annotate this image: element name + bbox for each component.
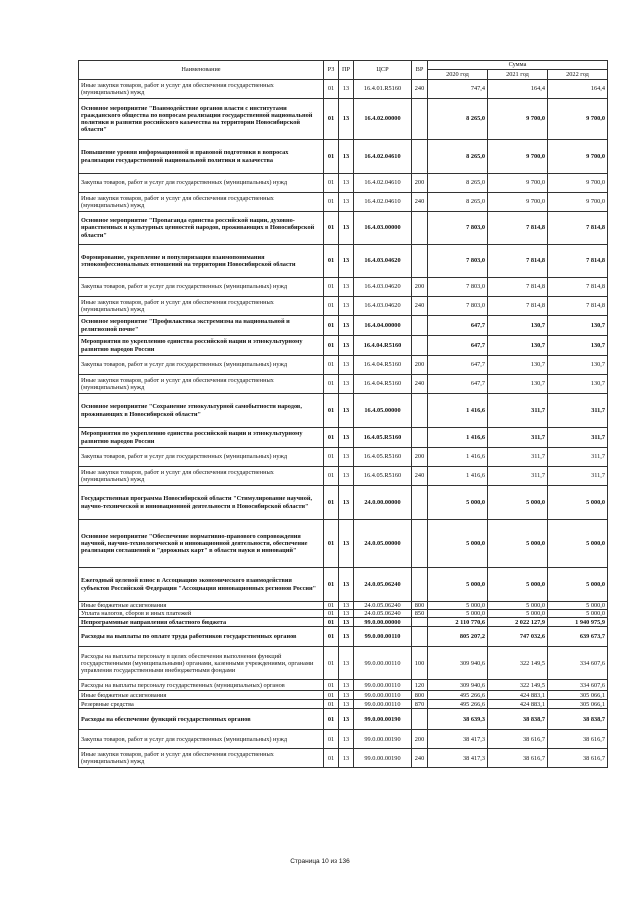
cell-vr bbox=[412, 316, 428, 336]
table-body bbox=[79, 80, 608, 768]
header-year-2022: 2022 год bbox=[548, 70, 608, 80]
cell-rz: 01 bbox=[324, 749, 339, 768]
cell-v2: 424 883,1 bbox=[488, 700, 548, 709]
table-row bbox=[79, 618, 608, 627]
cell-v2: 7 814,8 bbox=[488, 212, 548, 245]
cell-v2: 7 814,8 bbox=[488, 297, 548, 316]
cell-pr: 13 bbox=[339, 140, 354, 174]
cell-csr: 16.4.03.04620 bbox=[354, 278, 412, 297]
cell-name: Основное мероприятие "Пропаганда единства российской нации, духовно-нравственных и культурных ценностей народов, проживающих в Новосибирской области" bbox=[79, 212, 324, 245]
cell-v1: 8 265,0 bbox=[428, 140, 488, 174]
cell-pr: 13 bbox=[339, 428, 354, 448]
cell-v3: 334 607,6 bbox=[548, 680, 608, 691]
cell-v3: 1 940 975,9 bbox=[548, 618, 608, 627]
cell-v3: 9 700,0 bbox=[548, 193, 608, 212]
cell-v1: 7 803,0 bbox=[428, 245, 488, 278]
cell-v1: 5 000,0 bbox=[428, 486, 488, 520]
cell-v1: 5 000,0 bbox=[428, 610, 488, 618]
cell-v2: 747 032,6 bbox=[488, 627, 548, 647]
cell-v3: 9 700,0 bbox=[548, 174, 608, 193]
cell-vr bbox=[412, 245, 428, 278]
cell-csr: 16.4.02.04610 bbox=[354, 193, 412, 212]
cell-v2: 164,4 bbox=[488, 80, 548, 99]
cell-pr: 13 bbox=[339, 80, 354, 99]
cell-name: Основное мероприятие "Сохранение этнокультурной самобытности народов, проживающих в Новосибирской области" bbox=[79, 394, 324, 428]
cell-name: Формирование, укрепление и популяризация взаимопонимания этноконфессиональных отношений на территории Новосибирской области bbox=[79, 245, 324, 278]
cell-v3: 5 000,0 bbox=[548, 602, 608, 610]
cell-csr: 99.0.00.00190 bbox=[354, 709, 412, 730]
cell-v1: 5 000,0 bbox=[428, 602, 488, 610]
table-row bbox=[79, 80, 608, 99]
cell-v2: 311,7 bbox=[488, 467, 548, 486]
header-sum: Сумма bbox=[428, 61, 608, 70]
cell-vr: 850 bbox=[412, 610, 428, 618]
cell-v2: 38 616,7 bbox=[488, 730, 548, 749]
table-row bbox=[79, 602, 608, 610]
cell-name: Иные закупки товаров, работ и услуг для обеспечения государственных (муниципальных) нужд bbox=[79, 375, 324, 394]
cell-vr bbox=[412, 568, 428, 602]
cell-vr: 800 bbox=[412, 602, 428, 610]
cell-v1: 38 639,3 bbox=[428, 709, 488, 730]
cell-name: Закупка товаров, работ и услуг для государственных (муниципальных) нужд bbox=[79, 356, 324, 375]
cell-name: Иные бюджетные ассигнования bbox=[79, 691, 324, 700]
cell-v1: 1 416,6 bbox=[428, 428, 488, 448]
table-row bbox=[79, 297, 608, 316]
table-row bbox=[79, 356, 608, 375]
cell-name: Иные закупки товаров, работ и услуг для обеспечения государственных (муниципальных) нужд bbox=[79, 749, 324, 768]
cell-v3: 639 673,7 bbox=[548, 627, 608, 647]
cell-rz: 01 bbox=[324, 375, 339, 394]
cell-csr: 99.0.00.00110 bbox=[354, 647, 412, 680]
cell-csr: 24.0.05.06240 bbox=[354, 610, 412, 618]
cell-vr: 240 bbox=[412, 80, 428, 99]
cell-rz: 01 bbox=[324, 356, 339, 375]
cell-rz: 01 bbox=[324, 99, 339, 140]
cell-vr bbox=[412, 709, 428, 730]
cell-pr: 13 bbox=[339, 212, 354, 245]
cell-pr: 13 bbox=[339, 700, 354, 709]
cell-v1: 7 803,0 bbox=[428, 297, 488, 316]
cell-csr: 16.4.05.R5160 bbox=[354, 448, 412, 467]
cell-v3: 311,7 bbox=[548, 394, 608, 428]
cell-v3: 164,4 bbox=[548, 80, 608, 99]
cell-vr: 200 bbox=[412, 174, 428, 193]
cell-vr: 800 bbox=[412, 691, 428, 700]
cell-v3: 311,7 bbox=[548, 448, 608, 467]
cell-v2: 5 000,0 bbox=[488, 568, 548, 602]
cell-v3: 5 000,0 bbox=[548, 610, 608, 618]
cell-rz: 01 bbox=[324, 448, 339, 467]
cell-vr bbox=[412, 336, 428, 356]
cell-pr: 13 bbox=[339, 568, 354, 602]
cell-vr: 240 bbox=[412, 193, 428, 212]
cell-vr bbox=[412, 428, 428, 448]
cell-name: Иные закупки товаров, работ и услуг для обеспечения государственных (муниципальных) нужд bbox=[79, 80, 324, 99]
cell-rz: 01 bbox=[324, 520, 339, 568]
cell-name: Расходы на выплаты персоналу в целях обеспечения выполнения функций государственными (муниципальными) органами, казенными учреждениями, органами управления государственными внебюджетными фондами bbox=[79, 647, 324, 680]
cell-v1: 747,4 bbox=[428, 80, 488, 99]
cell-v1: 7 803,0 bbox=[428, 212, 488, 245]
cell-vr: 200 bbox=[412, 278, 428, 297]
cell-rz: 01 bbox=[324, 647, 339, 680]
cell-v2: 130,7 bbox=[488, 316, 548, 336]
cell-rz: 01 bbox=[324, 486, 339, 520]
cell-pr: 13 bbox=[339, 193, 354, 212]
cell-pr: 13 bbox=[339, 520, 354, 568]
cell-v1: 5 000,0 bbox=[428, 568, 488, 602]
cell-v3: 5 000,0 bbox=[548, 520, 608, 568]
cell-v1: 8 265,0 bbox=[428, 174, 488, 193]
cell-v3: 7 814,8 bbox=[548, 297, 608, 316]
cell-rz: 01 bbox=[324, 568, 339, 602]
cell-name: Основное мероприятие "Обеспечение нормативно-правового сопровождения научной, научно-технологической и инновационной деятельности, обеспечение реализации соглашений и "дорожных карт" в области науки и инноваций" bbox=[79, 520, 324, 568]
cell-v2: 9 700,0 bbox=[488, 140, 548, 174]
cell-pr: 13 bbox=[339, 618, 354, 627]
cell-rz: 01 bbox=[324, 700, 339, 709]
cell-vr bbox=[412, 394, 428, 428]
cell-vr: 240 bbox=[412, 375, 428, 394]
cell-pr: 13 bbox=[339, 394, 354, 428]
cell-csr: 16.4.03.00000 bbox=[354, 212, 412, 245]
cell-rz: 01 bbox=[324, 245, 339, 278]
cell-name: Закупка товаров, работ и услуг для государственных (муниципальных) нужд bbox=[79, 730, 324, 749]
cell-csr: 16.4.02.04610 bbox=[354, 174, 412, 193]
cell-name: Расходы на обеспечение функций государственных органов bbox=[79, 709, 324, 730]
cell-v1: 7 803,0 bbox=[428, 278, 488, 297]
table-row bbox=[79, 568, 608, 602]
cell-rz: 01 bbox=[324, 680, 339, 691]
cell-csr: 24.0.05.00000 bbox=[354, 520, 412, 568]
table-row bbox=[79, 394, 608, 428]
cell-v3: 5 000,0 bbox=[548, 486, 608, 520]
cell-vr bbox=[412, 486, 428, 520]
cell-csr: 99.0.00.00190 bbox=[354, 730, 412, 749]
cell-name: Мероприятия по укреплению единства российской нации и этнокультурному развитию народов России bbox=[79, 428, 324, 448]
cell-vr: 870 bbox=[412, 700, 428, 709]
cell-csr: 16.4.04.R5160 bbox=[354, 336, 412, 356]
cell-pr: 13 bbox=[339, 627, 354, 647]
table-row bbox=[79, 680, 608, 691]
cell-v1: 38 417,3 bbox=[428, 749, 488, 768]
cell-v1: 647,7 bbox=[428, 356, 488, 375]
table-row bbox=[79, 467, 608, 486]
header-year-2020: 2020 год bbox=[428, 70, 488, 80]
cell-v3: 9 700,0 bbox=[548, 99, 608, 140]
budget-table bbox=[78, 60, 608, 768]
cell-v1: 495 266,6 bbox=[428, 700, 488, 709]
cell-pr: 13 bbox=[339, 245, 354, 278]
cell-v2: 311,7 bbox=[488, 448, 548, 467]
cell-rz: 01 bbox=[324, 278, 339, 297]
cell-v3: 38 616,7 bbox=[548, 730, 608, 749]
cell-vr: 240 bbox=[412, 467, 428, 486]
cell-v1: 8 265,0 bbox=[428, 193, 488, 212]
table-row bbox=[79, 730, 608, 749]
cell-v1: 2 110 770,6 bbox=[428, 618, 488, 627]
table-row bbox=[79, 375, 608, 394]
header-name: Наименование bbox=[79, 61, 324, 80]
cell-rz: 01 bbox=[324, 140, 339, 174]
cell-v2: 2 022 127,9 bbox=[488, 618, 548, 627]
cell-vr bbox=[412, 140, 428, 174]
cell-name: Иные закупки товаров, работ и услуг для обеспечения государственных (муниципальных) нужд bbox=[79, 467, 324, 486]
cell-rz: 01 bbox=[324, 193, 339, 212]
cell-v3: 305 066,1 bbox=[548, 691, 608, 700]
cell-pr: 13 bbox=[339, 691, 354, 700]
cell-v3: 130,7 bbox=[548, 356, 608, 375]
cell-vr: 200 bbox=[412, 730, 428, 749]
header-pr: ПР bbox=[339, 61, 354, 80]
cell-vr bbox=[412, 627, 428, 647]
cell-v1: 1 416,6 bbox=[428, 394, 488, 428]
cell-csr: 24.0.05.06240 bbox=[354, 568, 412, 602]
table-row bbox=[79, 627, 608, 647]
cell-csr: 16.4.02.04610 bbox=[354, 140, 412, 174]
cell-v3: 5 000,0 bbox=[548, 568, 608, 602]
cell-rz: 01 bbox=[324, 212, 339, 245]
cell-pr: 13 bbox=[339, 486, 354, 520]
cell-csr: 16.4.02.00000 bbox=[354, 99, 412, 140]
cell-pr: 13 bbox=[339, 749, 354, 768]
cell-v2: 322 149,5 bbox=[488, 647, 548, 680]
table-row bbox=[79, 647, 608, 680]
cell-csr: 16.4.04.00000 bbox=[354, 316, 412, 336]
table-row bbox=[79, 140, 608, 174]
cell-rz: 01 bbox=[324, 297, 339, 316]
cell-csr: 16.4.05.00000 bbox=[354, 394, 412, 428]
cell-pr: 13 bbox=[339, 356, 354, 375]
cell-v1: 495 266,6 bbox=[428, 691, 488, 700]
cell-name: Уплата налогов, сборов и иных платежей bbox=[79, 610, 324, 618]
page-number: Страница 10 из 136 bbox=[290, 858, 350, 865]
cell-v2: 38 616,7 bbox=[488, 749, 548, 768]
cell-csr: 99.0.00.00110 bbox=[354, 680, 412, 691]
cell-rz: 01 bbox=[324, 80, 339, 99]
cell-vr: 240 bbox=[412, 749, 428, 768]
table-row bbox=[79, 99, 608, 140]
cell-v1: 38 417,3 bbox=[428, 730, 488, 749]
cell-pr: 13 bbox=[339, 316, 354, 336]
cell-v2: 424 883,1 bbox=[488, 691, 548, 700]
cell-v3: 311,7 bbox=[548, 467, 608, 486]
table-row bbox=[79, 700, 608, 709]
cell-v2: 9 700,0 bbox=[488, 174, 548, 193]
cell-rz: 01 bbox=[324, 467, 339, 486]
cell-v1: 1 416,6 bbox=[428, 467, 488, 486]
cell-vr: 100 bbox=[412, 647, 428, 680]
cell-pr: 13 bbox=[339, 602, 354, 610]
table-row bbox=[79, 610, 608, 618]
cell-csr: 99.0.00.00110 bbox=[354, 691, 412, 700]
cell-vr bbox=[412, 99, 428, 140]
cell-rz: 01 bbox=[324, 174, 339, 193]
table-row bbox=[79, 316, 608, 336]
cell-v2: 38 838,7 bbox=[488, 709, 548, 730]
cell-pr: 13 bbox=[339, 448, 354, 467]
cell-csr: 16.4.04.R5160 bbox=[354, 375, 412, 394]
cell-v2: 130,7 bbox=[488, 375, 548, 394]
cell-v1: 647,7 bbox=[428, 336, 488, 356]
cell-v1: 647,7 bbox=[428, 375, 488, 394]
table-row bbox=[79, 749, 608, 768]
cell-pr: 13 bbox=[339, 278, 354, 297]
table-row bbox=[79, 709, 608, 730]
cell-v1: 5 000,0 bbox=[428, 520, 488, 568]
cell-rz: 01 bbox=[324, 336, 339, 356]
table-row bbox=[79, 245, 608, 278]
cell-pr: 13 bbox=[339, 467, 354, 486]
cell-v3: 311,7 bbox=[548, 428, 608, 448]
table-row bbox=[79, 212, 608, 245]
cell-v2: 7 814,8 bbox=[488, 245, 548, 278]
cell-rz: 01 bbox=[324, 730, 339, 749]
cell-v2: 130,7 bbox=[488, 356, 548, 375]
cell-csr: 16.4.05.R5160 bbox=[354, 428, 412, 448]
cell-rz: 01 bbox=[324, 610, 339, 618]
cell-v3: 334 607,6 bbox=[548, 647, 608, 680]
cell-v3: 7 814,8 bbox=[548, 212, 608, 245]
cell-name: Закупка товаров, работ и услуг для государственных (муниципальных) нужд bbox=[79, 278, 324, 297]
cell-name: Расходы на выплаты персоналу государственных (муниципальных) органов bbox=[79, 680, 324, 691]
cell-pr: 13 bbox=[339, 174, 354, 193]
cell-v1: 8 265,0 bbox=[428, 99, 488, 140]
cell-rz: 01 bbox=[324, 394, 339, 428]
cell-v3: 38 616,7 bbox=[548, 749, 608, 768]
cell-v2: 5 000,0 bbox=[488, 602, 548, 610]
cell-name: Ежегодный целевой взнос в Ассоциацию экономического взаимодействия субъектов Российской Федерации "Ассоциация инновационных регионов России" bbox=[79, 568, 324, 602]
header-csr: ЦСР bbox=[354, 61, 412, 80]
cell-rz: 01 bbox=[324, 709, 339, 730]
cell-csr: 99.0.00.00110 bbox=[354, 700, 412, 709]
cell-name: Мероприятия по укреплению единства российской нации и этнокультурному развитию народов России bbox=[79, 336, 324, 356]
cell-vr bbox=[412, 618, 428, 627]
cell-name: Закупка товаров, работ и услуг для государственных (муниципальных) нужд bbox=[79, 174, 324, 193]
cell-name: Иные бюджетные ассигнования bbox=[79, 602, 324, 610]
table-row bbox=[79, 193, 608, 212]
cell-vr: 200 bbox=[412, 356, 428, 375]
cell-rz: 01 bbox=[324, 602, 339, 610]
cell-name: Основное мероприятие "Взаимодействие органов власти с институтами гражданского общества по вопросам реализации государственной национальной политики и развития российского казачества на территории Новосибирской области" bbox=[79, 99, 324, 140]
cell-v2: 5 000,0 bbox=[488, 486, 548, 520]
cell-v2: 322 149,5 bbox=[488, 680, 548, 691]
cell-vr: 120 bbox=[412, 680, 428, 691]
cell-name: Государственная программа Новосибирской области "Стимулирование научной, научно-технической и инновационной деятельности в Новосибирской области" bbox=[79, 486, 324, 520]
cell-v2: 9 700,0 bbox=[488, 99, 548, 140]
cell-csr: 16.4.04.R5160 bbox=[354, 356, 412, 375]
cell-vr: 200 bbox=[412, 448, 428, 467]
header-vr: ВР bbox=[412, 61, 428, 80]
cell-v3: 38 838,7 bbox=[548, 709, 608, 730]
cell-csr: 99.0.00.00110 bbox=[354, 627, 412, 647]
cell-v1: 309 940,6 bbox=[428, 680, 488, 691]
cell-pr: 13 bbox=[339, 297, 354, 316]
cell-v3: 9 700,0 bbox=[548, 140, 608, 174]
cell-csr: 99.0.00.00190 bbox=[354, 749, 412, 768]
cell-csr: 16.4.01.R5160 bbox=[354, 80, 412, 99]
cell-pr: 13 bbox=[339, 336, 354, 356]
cell-v1: 1 416,6 bbox=[428, 448, 488, 467]
table-row bbox=[79, 486, 608, 520]
table-row bbox=[79, 448, 608, 467]
cell-rz: 01 bbox=[324, 428, 339, 448]
cell-pr: 13 bbox=[339, 375, 354, 394]
cell-rz: 01 bbox=[324, 618, 339, 627]
cell-csr: 24.0.05.06240 bbox=[354, 602, 412, 610]
cell-v2: 130,7 bbox=[488, 336, 548, 356]
cell-v2: 311,7 bbox=[488, 428, 548, 448]
cell-csr: 16.4.03.04620 bbox=[354, 245, 412, 278]
cell-csr: 99.0.00.00000 bbox=[354, 618, 412, 627]
cell-v3: 7 814,8 bbox=[548, 278, 608, 297]
cell-vr bbox=[412, 520, 428, 568]
cell-pr: 13 bbox=[339, 709, 354, 730]
cell-v3: 305 066,1 bbox=[548, 700, 608, 709]
table-row bbox=[79, 691, 608, 700]
header-rz: РЗ bbox=[324, 61, 339, 80]
cell-name: Расходы на выплаты по оплате труда работников государственных органов bbox=[79, 627, 324, 647]
cell-v2: 7 814,8 bbox=[488, 278, 548, 297]
table-row bbox=[79, 428, 608, 448]
cell-v2: 9 700,0 bbox=[488, 193, 548, 212]
cell-vr: 240 bbox=[412, 297, 428, 316]
cell-rz: 01 bbox=[324, 627, 339, 647]
table-row bbox=[79, 174, 608, 193]
cell-v1: 309 940,6 bbox=[428, 647, 488, 680]
cell-csr: 24.0.00.00000 bbox=[354, 486, 412, 520]
cell-name: Иные закупки товаров, работ и услуг для обеспечения государственных (муниципальных) нужд bbox=[79, 193, 324, 212]
cell-pr: 13 bbox=[339, 730, 354, 749]
table-row bbox=[79, 336, 608, 356]
cell-pr: 13 bbox=[339, 680, 354, 691]
cell-name: Основное мероприятие "Профилактика экстремизма на национальной и религиозной почве" bbox=[79, 316, 324, 336]
cell-csr: 16.4.05.R5160 bbox=[354, 467, 412, 486]
header-year-2021: 2021 год bbox=[488, 70, 548, 80]
cell-name: Повышение уровня информационной и правовой подготовки в вопросах реализации государственной национальной политики и казачества bbox=[79, 140, 324, 174]
cell-v2: 5 000,0 bbox=[488, 520, 548, 568]
cell-v3: 130,7 bbox=[548, 375, 608, 394]
cell-v3: 7 814,8 bbox=[548, 245, 608, 278]
table-row bbox=[79, 520, 608, 568]
cell-vr bbox=[412, 212, 428, 245]
cell-name: Иные закупки товаров, работ и услуг для обеспечения государственных (муниципальных) нужд bbox=[79, 297, 324, 316]
cell-name: Непрограммные направления областного бюджета bbox=[79, 618, 324, 627]
cell-name: Закупка товаров, работ и услуг для государственных (муниципальных) нужд bbox=[79, 448, 324, 467]
cell-pr: 13 bbox=[339, 610, 354, 618]
cell-csr: 16.4.03.04620 bbox=[354, 297, 412, 316]
cell-v3: 130,7 bbox=[548, 336, 608, 356]
cell-pr: 13 bbox=[339, 647, 354, 680]
cell-v1: 647,7 bbox=[428, 316, 488, 336]
cell-name: Резервные средства bbox=[79, 700, 324, 709]
cell-v2: 5 000,0 bbox=[488, 610, 548, 618]
cell-rz: 01 bbox=[324, 316, 339, 336]
cell-v1: 805 207,2 bbox=[428, 627, 488, 647]
table-row bbox=[79, 278, 608, 297]
cell-v3: 130,7 bbox=[548, 316, 608, 336]
cell-rz: 01 bbox=[324, 691, 339, 700]
cell-v2: 311,7 bbox=[488, 394, 548, 428]
cell-pr: 13 bbox=[339, 99, 354, 140]
